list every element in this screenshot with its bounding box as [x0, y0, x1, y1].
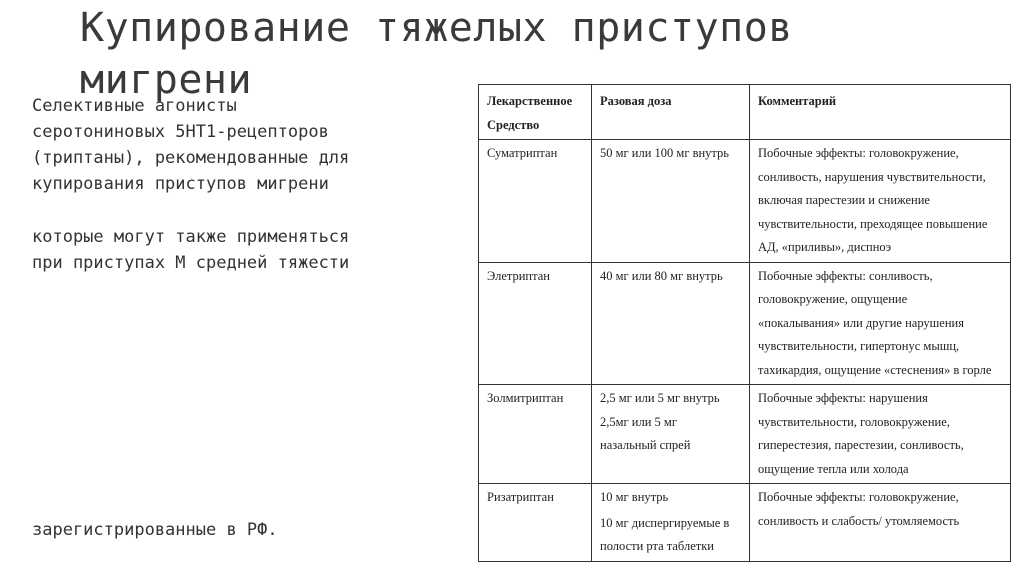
comment-line: ощущение тепла или холода — [758, 461, 909, 476]
table-row — [479, 484, 1011, 562]
header-comment: Комментарий — [750, 85, 1011, 140]
comment-line: сонливость и слабость/ утомляемость — [758, 513, 960, 528]
dose-cell — [592, 262, 750, 385]
comment-line: головокружение, ощущение — [758, 292, 908, 306]
intro-paragraph — [32, 93, 452, 197]
drug-cell: Суматриптан — [479, 140, 592, 263]
dose-line: 2,5мг или 5 мг — [600, 414, 677, 429]
secondary-line: которые могут также применяться — [32, 227, 350, 247]
header-dose: Разовая доза — [592, 85, 750, 140]
comment-line: Побочные эффекты: нарушения — [758, 391, 928, 405]
comment-line: Побочные эффекты: сонливость, — [758, 268, 933, 283]
header-drug-line: Лекарственное — [487, 94, 573, 108]
comment-line: Побочные эффекты: головокружение, — [758, 146, 959, 160]
comment-line: чувствительности, преходящее повышение — [758, 216, 988, 231]
drug-cell: Золмитриптан — [479, 385, 592, 484]
secondary-line: при приступах М средней тяжести — [32, 253, 350, 273]
comment-cell — [750, 262, 1011, 385]
triptans-table — [478, 84, 1011, 562]
secondary-paragraph — [32, 224, 452, 276]
intro-line: купирования приступов мигрени — [32, 174, 329, 194]
table-row — [479, 262, 1011, 385]
dose-line: назальный спрей — [600, 438, 691, 452]
comment-line: чувствительности, головокружение, — [758, 414, 950, 429]
dose-line: 2,5 мг или 5 мг внутрь — [600, 391, 720, 405]
dose-line: 10 мг диспергируемые в — [600, 515, 730, 530]
comment-cell — [750, 484, 1011, 562]
registered-note: зарегистрированные в РФ. — [32, 520, 278, 540]
table-header-row — [479, 85, 1011, 140]
comment-line: АД, «приливы», диспноэ — [758, 240, 892, 254]
dose-line: 40 мг или 80 мг внутрь — [600, 268, 723, 283]
intro-line: Селективные агонисты — [32, 96, 237, 116]
drug-cell: Элетриптан — [479, 262, 592, 385]
comment-line: «покалывания» или другие нарушения — [758, 315, 964, 330]
comment-line: включая парестезии и снижение — [758, 193, 930, 207]
dose-cell — [592, 385, 750, 484]
slide-title-line-1: Купирование тяжелых приступов — [80, 5, 793, 51]
intro-line: (триптаны), рекомендованные для — [32, 148, 350, 168]
comment-line: тахикардия, ощущение «стеснения» в горле — [758, 362, 992, 377]
table-row — [479, 140, 1011, 263]
dose-cell — [592, 140, 750, 263]
header-drug — [479, 85, 592, 140]
table-row — [479, 385, 1011, 484]
comment-cell — [750, 385, 1011, 484]
dose-cell — [592, 484, 750, 562]
comment-line: сонливость, нарушения чувствительности, — [758, 169, 986, 184]
comment-line: Побочные эффекты: головокружение, — [758, 490, 959, 504]
comment-line: гиперестезия, парестезии, сонливость, — [758, 438, 964, 452]
intro-line: серотониновых 5HT1-рецепторов — [32, 122, 329, 142]
drug-cell: Ризатриптан — [479, 484, 592, 562]
comment-cell — [750, 140, 1011, 263]
dose-line: полости рта таблетки — [600, 539, 714, 553]
slide-title-line-2: мигрени — [80, 57, 253, 103]
dose-line: 50 мг или 100 мг внутрь — [600, 146, 729, 160]
dose-line: 10 мг внутрь — [600, 490, 669, 504]
header-drug-line: Средство — [487, 118, 540, 132]
comment-line: чувствительности, гипертонус мышц, — [758, 339, 960, 353]
